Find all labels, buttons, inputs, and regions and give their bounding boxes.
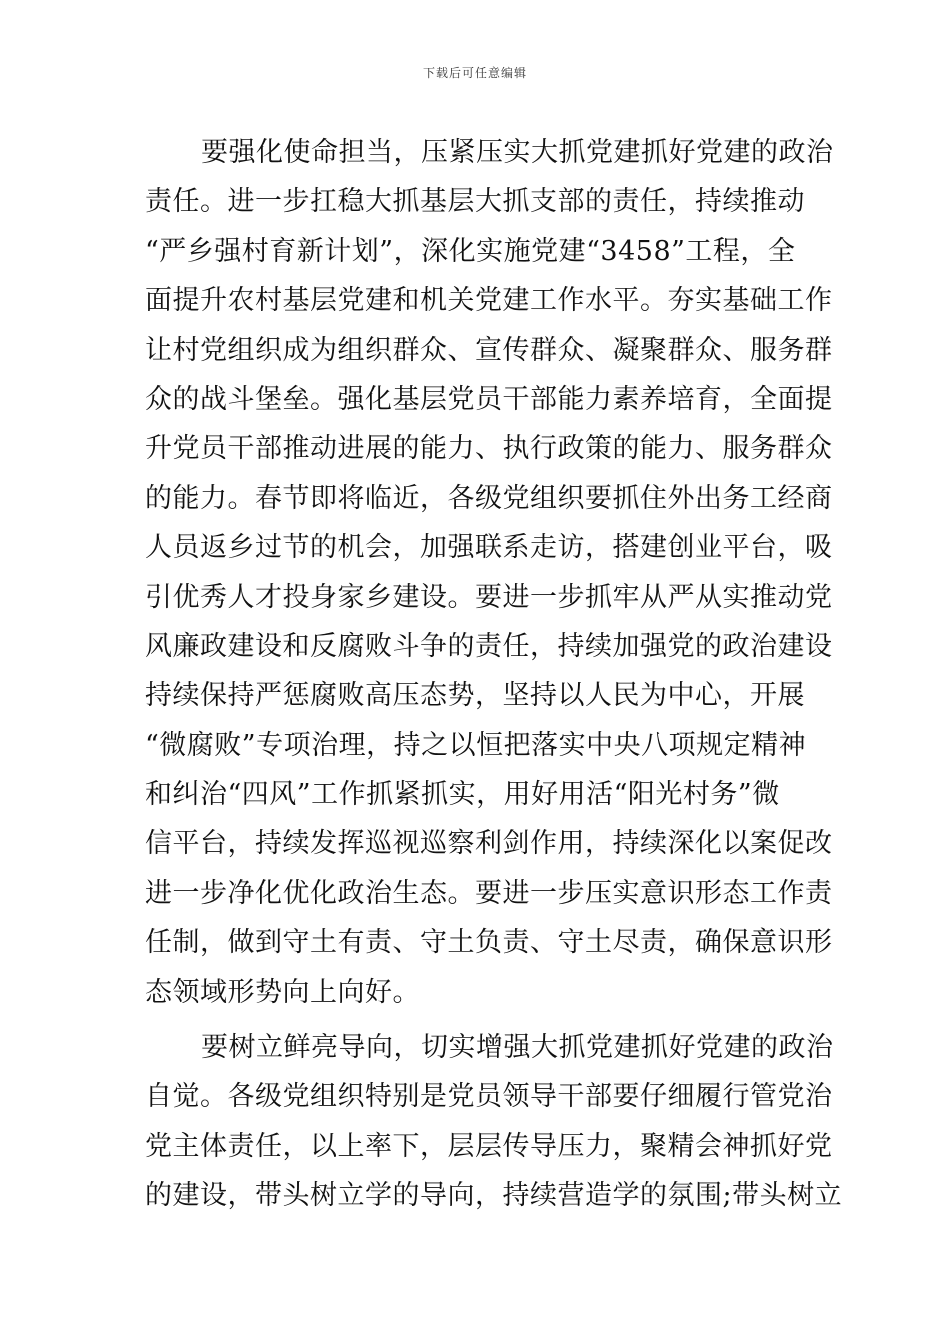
text-line: 人员返乡过节的机会，加强联系走访，搭建创业平台，吸 [145,532,833,564]
text-line: 持续保持严惩腐败高压态势，坚持以人民为中心，开展 [145,680,805,712]
text-line: 升党员干部推动进展的能力、执行政策的能力、服务群众 [145,433,833,465]
text-line: “微腐败”专项治理，持之以恒把落实中央八项规定精神 [145,729,807,761]
text-line: 的建设，带头树立学的导向，持续营造学的氛围;带头树立 [145,1180,843,1212]
paragraph-2 [145,1023,843,1221]
paragraph-1 [145,128,834,1017]
text-line: 信平台，持续发挥巡视巡察利剑作用，持续深化以案促改 [145,828,833,860]
text-line: 和纠治“四风”工作抓紧抓实，用好用活“阳光村务”微 [145,779,780,811]
text-line: 责任。进一步扛稳大抓基层大抓支部的责任，持续推动 [145,186,805,218]
text-line: 众的战斗堡垒。强化基层党员干部能力素养培育，全面提 [145,383,833,415]
text-line: 让村党组织成为组织群众、宣传群众、凝聚群众、服务群 [145,334,833,366]
text-line: 自觉。各级党组织特别是党员领导干部要仔细履行管党治 [145,1081,833,1113]
text-line: 态领域形势向上向好。 [145,976,420,1008]
text-line: 任制，做到守土有责、守土负责、守土尽责，确保意识形 [145,927,833,959]
text-line: 的能力。春节即将临近，各级党组织要抓住外出务工经商 [145,482,833,514]
text-line: 风廉政建设和反腐败斗争的责任，持续加强党的政治建设 [145,630,833,662]
text-line: 面提升农村基层党建和机关党建工作水平。夯实基础工作 [145,285,833,317]
text-line: 进一步净化优化政治生态。要进一步压实意识形态工作责 [145,877,833,909]
body-text [145,128,843,1221]
text-line: “严乡强村育新计划”，深化实施党建“3458”工程，全 [145,235,796,267]
text-line: 引优秀人才投身家乡建设。要进一步抓牢从严从实推动党 [145,581,833,613]
text-line: 要树立鲜亮导向，切实增强大抓党建抓好党建的政治 [201,1032,834,1064]
text-line: 党主体责任，以上率下，层层传导压力，聚精会神抓好党 [145,1130,833,1162]
text-line: 要强化使命担当，压紧压实大抓党建抓好党建的政治 [201,137,834,168]
header-note: 下载后可任意编辑 [422,66,527,80]
